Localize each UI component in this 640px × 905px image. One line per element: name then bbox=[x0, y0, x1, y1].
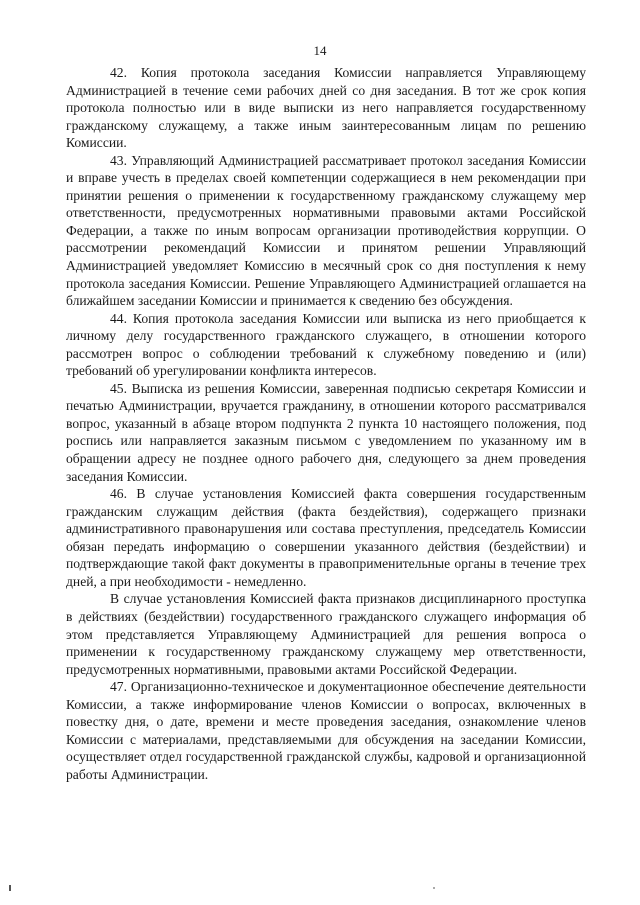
paragraph-46-continued: В случае установления Комиссией факта признаков дисциплинарного проступка в действиях (бездействии) государственного гражданского служащего информация об этом представляется Управляющему Администрацией для решения вопроса о применении к государственному гражданскому служащему мер ответственности, предусмотренных нормативными, правовыми актами Российской Федерации. bbox=[66, 591, 586, 677]
scan-edge-mark bbox=[9, 885, 11, 891]
paragraph-42: 42. Копия протокола заседания Комиссии направляется Управляющему Администрацией в течение семи рабочих дней со дня заседания. В тот же срок копия протокола полностью или в виде выписки из него направляется государственному гражданскому служащему, а также иным заинтересованным лицам по решению Комиссии. bbox=[66, 65, 586, 151]
paragraph-43: 43. Управляющий Администрацией рассматривает протокол заседания Комиссии и вправе учесть в пределах своей компетенции содержащиеся в нем рекомендации при принятии решения о применении к государственному гражданскому служащему мер ответственности, предусмотренных нормативными правовыми актами Российской Федерации, а также по иным вопросам организации противодействия коррупции. О рассмотрении рекомендаций Комиссии и принятом решении Управляющий Администрацией уведомляет Комиссию в месячный срок со дня поступления к нему протокола заседания Комиссии. Решение Управляющего Администрацией оглашается на ближайшем заседании Комиссии и принимается к сведению без обсуждения. bbox=[66, 152, 586, 309]
paragraph-47: 47. Организационно-техническое и документационное обеспечение деятельности Комиссии, а также информирование членов Комиссии о вопросах, включенных в повестку дня, о дате, времени и месте проведения заседания, ознакомление членов Комиссии с материалами, представляемыми для обсуждения на заседании Комиссии, осуществляет отдел государственной гражданской службы, кадровой и организационной работы Администрации. bbox=[66, 679, 586, 782]
paragraph-46: 46. В случае установления Комиссией факта совершения государственным гражданским служащим действия (факта бездействия), содержащего признаки административного правонарушения или состава преступления, председатель Комиссии обязан передать информацию о совершении указанного действия (бездействии) и подтверждающие такой факт документы в правоприменительные органы в течение трех дней, а при необходимости - немедленно. bbox=[66, 486, 586, 589]
page-number: 14 bbox=[313, 43, 327, 58]
paragraph-45: 45. Выписка из решения Комиссии, заверенная подписью секретаря Комиссии и печатью Администрации, вручается гражданину, в отношении которого рассматривался вопрос, указанный в абзаце втором подпункта 2 пункта 10 настоящего положения, под роспись или направляется заказным письмом с уведомлением по указанному им в обращении адресу не позднее одного рабочего дня, следующего за днем проведения заседания Комиссии. bbox=[66, 380, 586, 484]
scan-dot-mark bbox=[433, 887, 435, 889]
paragraph-44: 44. Копия протокола заседания Комиссии или выписка из него приобщается к личному делу государственного гражданского служащего, в отношении которого рассмотрен вопрос о соблюдении требований к служебному поведению и (или) требований об урегулировании конфликта интересов. bbox=[66, 310, 586, 379]
document-body bbox=[66, 64, 586, 783]
